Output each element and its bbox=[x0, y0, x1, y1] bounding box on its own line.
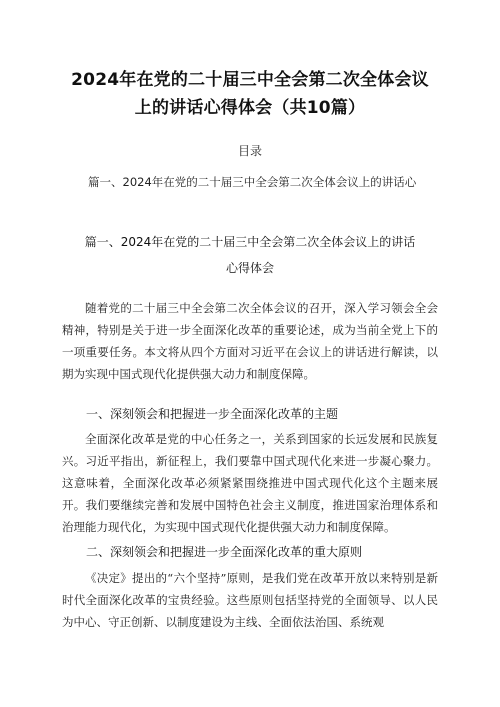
heading-one: 一、深刻领会和把握进一步全面深化改革的主题 bbox=[86, 407, 339, 421]
paragraph-one: 全面深化改革是党的中心任务之一，关系到国家的长远发展和民族复兴。习近平指出，新征程上，我们要靠中国式现代化来进一步凝心聚力。这意味着，全面深化改革必须紧紧围绕推进中国式现代化这个主题来展开。我们要继续完善和发展中国特色社会主义制度，推进国家治理体系和治理能力现代化，为实现中国式现代化提供强大动力和制度保障。 bbox=[62, 432, 438, 534]
toc-heading: 目录 bbox=[237, 144, 262, 158]
section-title-line-2: 心得体会 bbox=[225, 261, 274, 275]
document-title bbox=[60, 66, 440, 122]
toc-item-1[interactable]: 篇一、2024年在党的二十届三中全会第二次全体会议上的讲话心 bbox=[88, 175, 417, 189]
document-title-line-1: 2024年在党的二十届三中全会第二次全体会议 bbox=[71, 70, 429, 90]
paragraph-intro: 随着党的二十届三中全会第二次全体会议的召开，深入学习领会全会精神，特别是关于进一步全面深化改革的重要论述，成为当前全党上下的一项重要任务。本文将从四个方面对习近平在会议上的讲话进行解读，以期为实现中国式现代化提供强大动力和制度保障。 bbox=[62, 301, 438, 381]
section-title-line-1: 篇一、2024年在党的二十届三中全会第二次全体会议上的讲话 bbox=[84, 235, 416, 249]
section-title bbox=[80, 229, 420, 281]
heading-two: 二、深刻领会和把握进一步全面深化改革的重大原则 bbox=[86, 545, 363, 559]
document-title-line-2: 上的讲话心得体会（共10篇） bbox=[134, 98, 366, 118]
paragraph-two: 《决定》提出的“六个坚持”原则，是我们党在改革开放以来特别是新时代全面深化改革的宝贵经验。这些原则包括坚持党的全面领导、以人民为中心、守正创新、以制度建设为主线、全面依法治国、系统观 bbox=[62, 571, 438, 629]
